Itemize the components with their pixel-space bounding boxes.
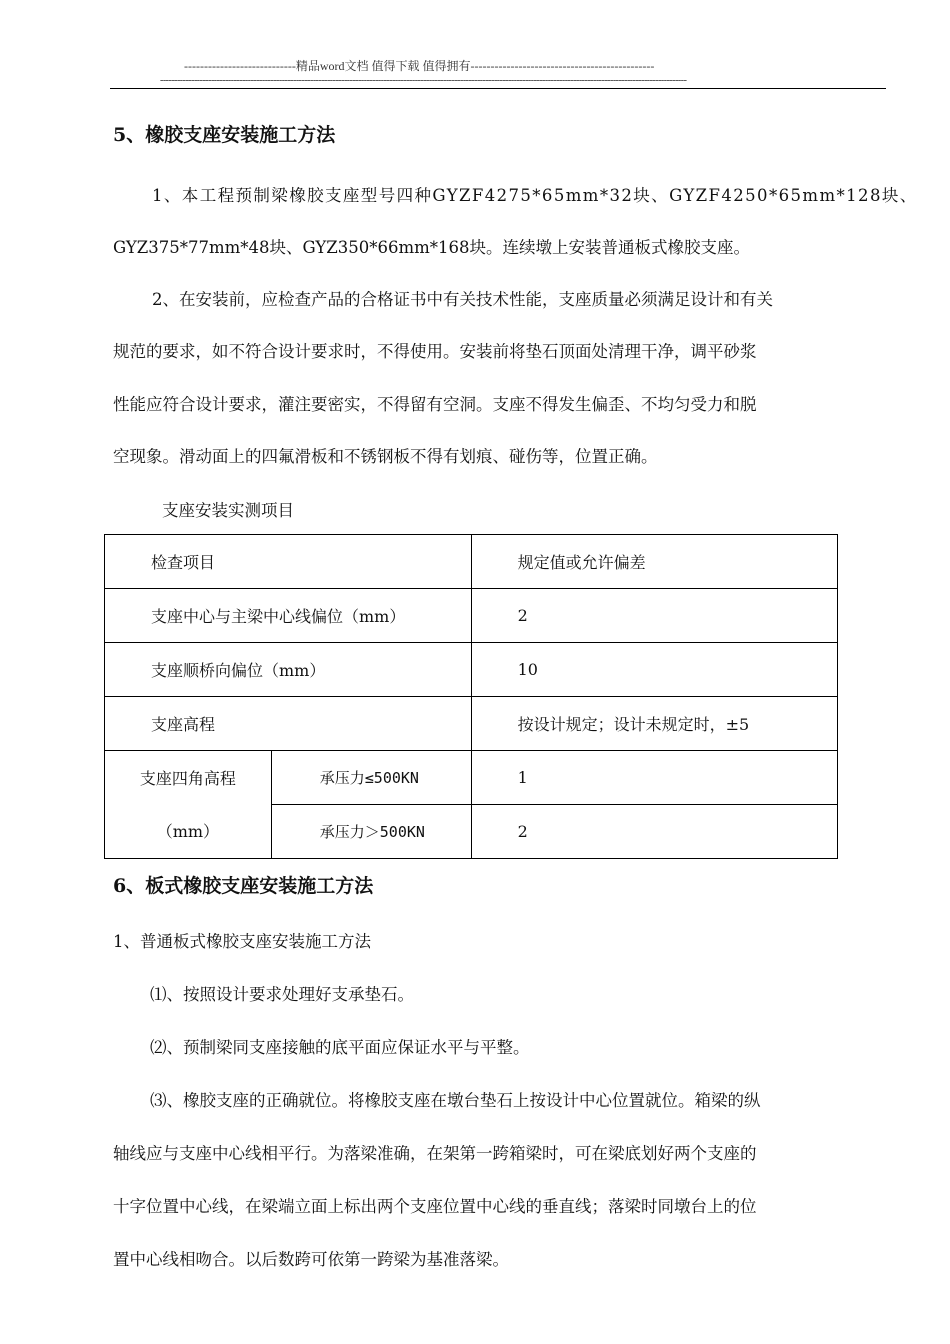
section5-p1-line1: 1、本工程预制梁橡胶支座型号四种GYZF4275*65mm*32块、GYZF4250*65mm*128块、: [152, 186, 918, 205]
section5-p2-line2: 规范的要求，如不符合设计要求时，不得使用。安装前将垫石顶面处清理干净，调平砂浆: [113, 342, 757, 361]
section5-p2-line3: 性能应符合设计要求，灌注要密实，不得留有空洞。支座不得发生偏歪、不均匀受力和脱: [113, 395, 757, 414]
table-caption: 支座安装实测项目: [162, 501, 294, 520]
table-row: [105, 751, 838, 805]
section5-p1-line2: GYZ375*77mm*48块、GYZ350*66mm*168块。连续墩上安装普通板式橡胶支座。: [113, 238, 751, 257]
table-cell-item: 支座顺桥向偏位（mm）: [105, 643, 472, 697]
header-rule: [110, 88, 886, 89]
corner-sub-value-1: 1: [471, 751, 837, 805]
section6-step3-line2: 轴线应与支座中心线相平行。为落梁准确，在架第一跨箱梁时，可在梁底划好两个支座的: [113, 1144, 757, 1163]
header-banner: ----------------------------精品word文档 值得下载 值得拥有----------------------------------------------: [184, 59, 655, 73]
table-row: [105, 589, 838, 643]
section6-step3-line4: 置中心线相吻合。以后数跨可依第一跨梁为基准落梁。: [113, 1250, 509, 1269]
table-row: [105, 643, 838, 697]
table-row: [105, 697, 838, 751]
corner-elevation-label: [105, 751, 272, 859]
table-header-row: [105, 535, 838, 589]
section6-step1: ⑴、按照设计要求处理好支承垫石。: [150, 985, 414, 1004]
inspection-table: [104, 534, 838, 859]
table-cell-value: 10: [471, 643, 837, 697]
section6-step3-line3: 十字位置中心线，在梁端立面上标出两个支座位置中心线的垂直线；落梁时同墩台上的位: [113, 1197, 757, 1216]
section5-p2-line1: 2、在安装前，应检查产品的合格证书中有关技术性能，支座质量必须满足设计和有关: [152, 290, 773, 309]
table-header-item: 检查项目: [105, 535, 472, 589]
table-cell-value: 2: [471, 589, 837, 643]
section6-step2: ⑵、预制梁同支座接触的底平面应保证水平与平整。: [150, 1038, 530, 1057]
section5-p2-line4: 空现象。滑动面上的四氟滑板和不锈钢板不得有划痕、碰伤等，位置正确。: [113, 447, 658, 466]
table-header-value: 规定值或允许偏差: [471, 535, 837, 589]
corner-label-line1: 支座四角高程: [139, 768, 236, 788]
section6-step3-line1: ⑶、橡胶支座的正确就位。将橡胶支座在墩台垫石上按设计中心位置就位。箱梁的纵: [150, 1091, 761, 1110]
table-cell-value: 按设计规定；设计未规定时，±5: [471, 697, 837, 751]
corner-label-line2: （mm）: [156, 821, 220, 841]
section6-title: 6、板式橡胶支座安装施工方法: [113, 875, 374, 897]
section6-subtitle: 1、普通板式橡胶支座安装施工方法: [113, 932, 371, 951]
header-dash-line: ------------------------------------------------------------------------------------------------------------------------------------------------------------------------------------------: [160, 75, 687, 86]
section5-title: 5、橡胶支座安装施工方法: [113, 124, 336, 146]
table-cell-item: 支座中心与主梁中心线偏位（mm）: [105, 589, 472, 643]
corner-sub-condition-1: 承压力≤500KN: [271, 751, 471, 805]
corner-sub-condition-2: 承压力＞500KN: [271, 805, 471, 859]
corner-sub-value-2: 2: [471, 805, 837, 859]
table-cell-item: 支座高程: [105, 697, 472, 751]
